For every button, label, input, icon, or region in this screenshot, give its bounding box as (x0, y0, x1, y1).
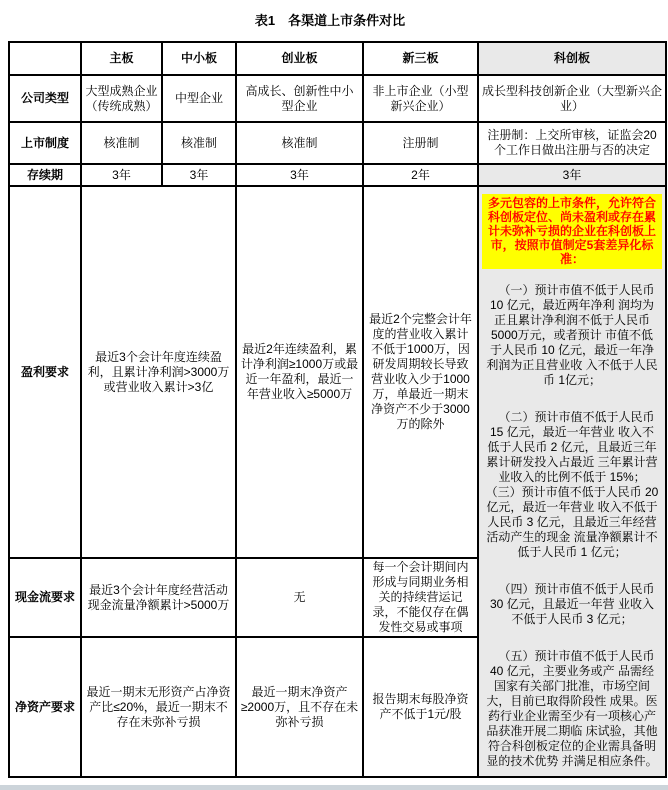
duration-neeq: 2年 (363, 164, 478, 186)
listing-system-chinext: 核准制 (236, 122, 363, 164)
listing-system-main: 核准制 (81, 122, 162, 164)
col-header-neeq: 新三板 (363, 42, 478, 75)
company-type-star: 成长型科技创新企业（大型新兴企业） (478, 75, 666, 122)
star-standard-5: （五）预计市值不低于人民币 40 亿元，主要业务或产 品需经国家有关部门批准，市场空间大，目前已取得阶段性 成果。医药行业企业需至少有一项核心产品获准开展二期临 床试验，其他符合科创板定位的企业需具备明显的技术优势 并满足相应条件。 (486, 649, 658, 768)
profit-main-sme: 最近3个会计年度连续盈利，且累计净利润>3000万或营业收入累计>3亿 (81, 186, 236, 558)
page-bottom-strip (0, 785, 668, 790)
duration-star: 3年 (478, 164, 666, 186)
listing-system-star: 注册制：上交所审核，证监会20个工作日做出注册与否的决定 (478, 122, 666, 164)
header-row (9, 42, 666, 75)
star-standard-4: （四）预计市值不低于人民币 30 亿元，且最近一年营 业收入不低于人民币 3 亿元； (489, 582, 655, 626)
company-type-main: 大型成熟企业（传统成熟） (81, 75, 162, 122)
star-board-requirements-cell (478, 186, 666, 777)
row-label-listing-system: 上市制度 (9, 122, 81, 164)
row-label-net-assets: 净资产要求 (9, 637, 81, 777)
duration-main: 3年 (81, 164, 162, 186)
cashflow-chinext: 无 (236, 558, 363, 637)
corner-cell (9, 42, 81, 75)
cashflow-main-sme: 最近3个会计年度经营活动现金流量净额累计>5000万 (81, 558, 236, 637)
listing-conditions-table (8, 41, 667, 778)
listing-system-sme: 核准制 (162, 122, 236, 164)
duration-row (9, 164, 666, 186)
cashflow-neeq: 每一个会计期间内形成与同期业务相关的持续营运记录，不能仅存在偶发性交易或事项 (363, 558, 478, 637)
listing-system-neeq: 注册制 (363, 122, 478, 164)
profit-chinext: 最近2年连续盈利，累计净利润≥1000万或最近一年盈利，最近一年营业收入≥5000万 (236, 186, 363, 558)
col-header-sme-board: 中小板 (162, 42, 236, 75)
company-type-chinext: 高成长、创新性中小型企业 (236, 75, 363, 122)
col-header-chinext: 创业板 (236, 42, 363, 75)
net-assets-chinext: 最近一期末净资产≥2000万，且不存在未弥补亏损 (236, 637, 363, 777)
net-assets-neeq: 报告期末每股净资产不低于1元/股 (363, 637, 478, 777)
col-header-main-board: 主板 (81, 42, 162, 75)
star-standard-2-3: （二）预计市值不低于人民币 15 亿元，最近一年营业 收入不低于人民币 2 亿元，且最近三年累计研发投入占最近 三年累计营业收入的比例不低于 15%； （三）预计市值不低于人民币 20 亿元，最近一年营业 收入不低于人民币 3 亿元，且最近三年经营活动产生的现金 流量净额累计不低于人民币 1 亿元； (485, 410, 659, 559)
row-label-duration: 存续期 (9, 164, 81, 186)
listing-system-row (9, 122, 666, 164)
duration-sme: 3年 (162, 164, 236, 186)
col-header-star-board: 科创板 (478, 42, 666, 75)
company-type-sme: 中型企业 (162, 75, 236, 122)
company-type-neeq: 非上市企业（小型新兴企业） (363, 75, 478, 122)
net-assets-main-sme: 最近一期末无形资产占净资产比≤20%，最近一期末不存在未弥补亏损 (81, 637, 236, 777)
company-type-row (9, 75, 666, 122)
profit-neeq: 最近2个完整会计年度的营业收入累计不低于1000万，因研发周期较长导致营业收入少于1000万，单最近一期末净资产不少于3000万的除外 (363, 186, 478, 558)
star-standard-1: （一）预计市值不低于人民币 10 亿元，最近两年净利 润均为正且累计净利润不低于人民币 5000万元，或者预计 市值不低于人民币 10 亿元，最近一年净利润为正且营业收 入不低于人民币 1亿元； (486, 283, 658, 387)
profit-requirements-row (9, 186, 666, 558)
row-label-cashflow: 现金流要求 (9, 558, 81, 637)
row-label-profit: 盈利要求 (9, 186, 81, 558)
duration-chinext: 3年 (236, 164, 363, 186)
star-highlight-note: 多元包容的上市条件，允许符合科创板定位、尚未盈利或存在累计未弥补亏损的企业在科创板上市，按照市值制定5套差异化标准： (482, 194, 662, 269)
table-title: 表1 各渠道上市条件对比 (254, 13, 406, 28)
row-label-company-type: 公司类型 (9, 75, 81, 122)
